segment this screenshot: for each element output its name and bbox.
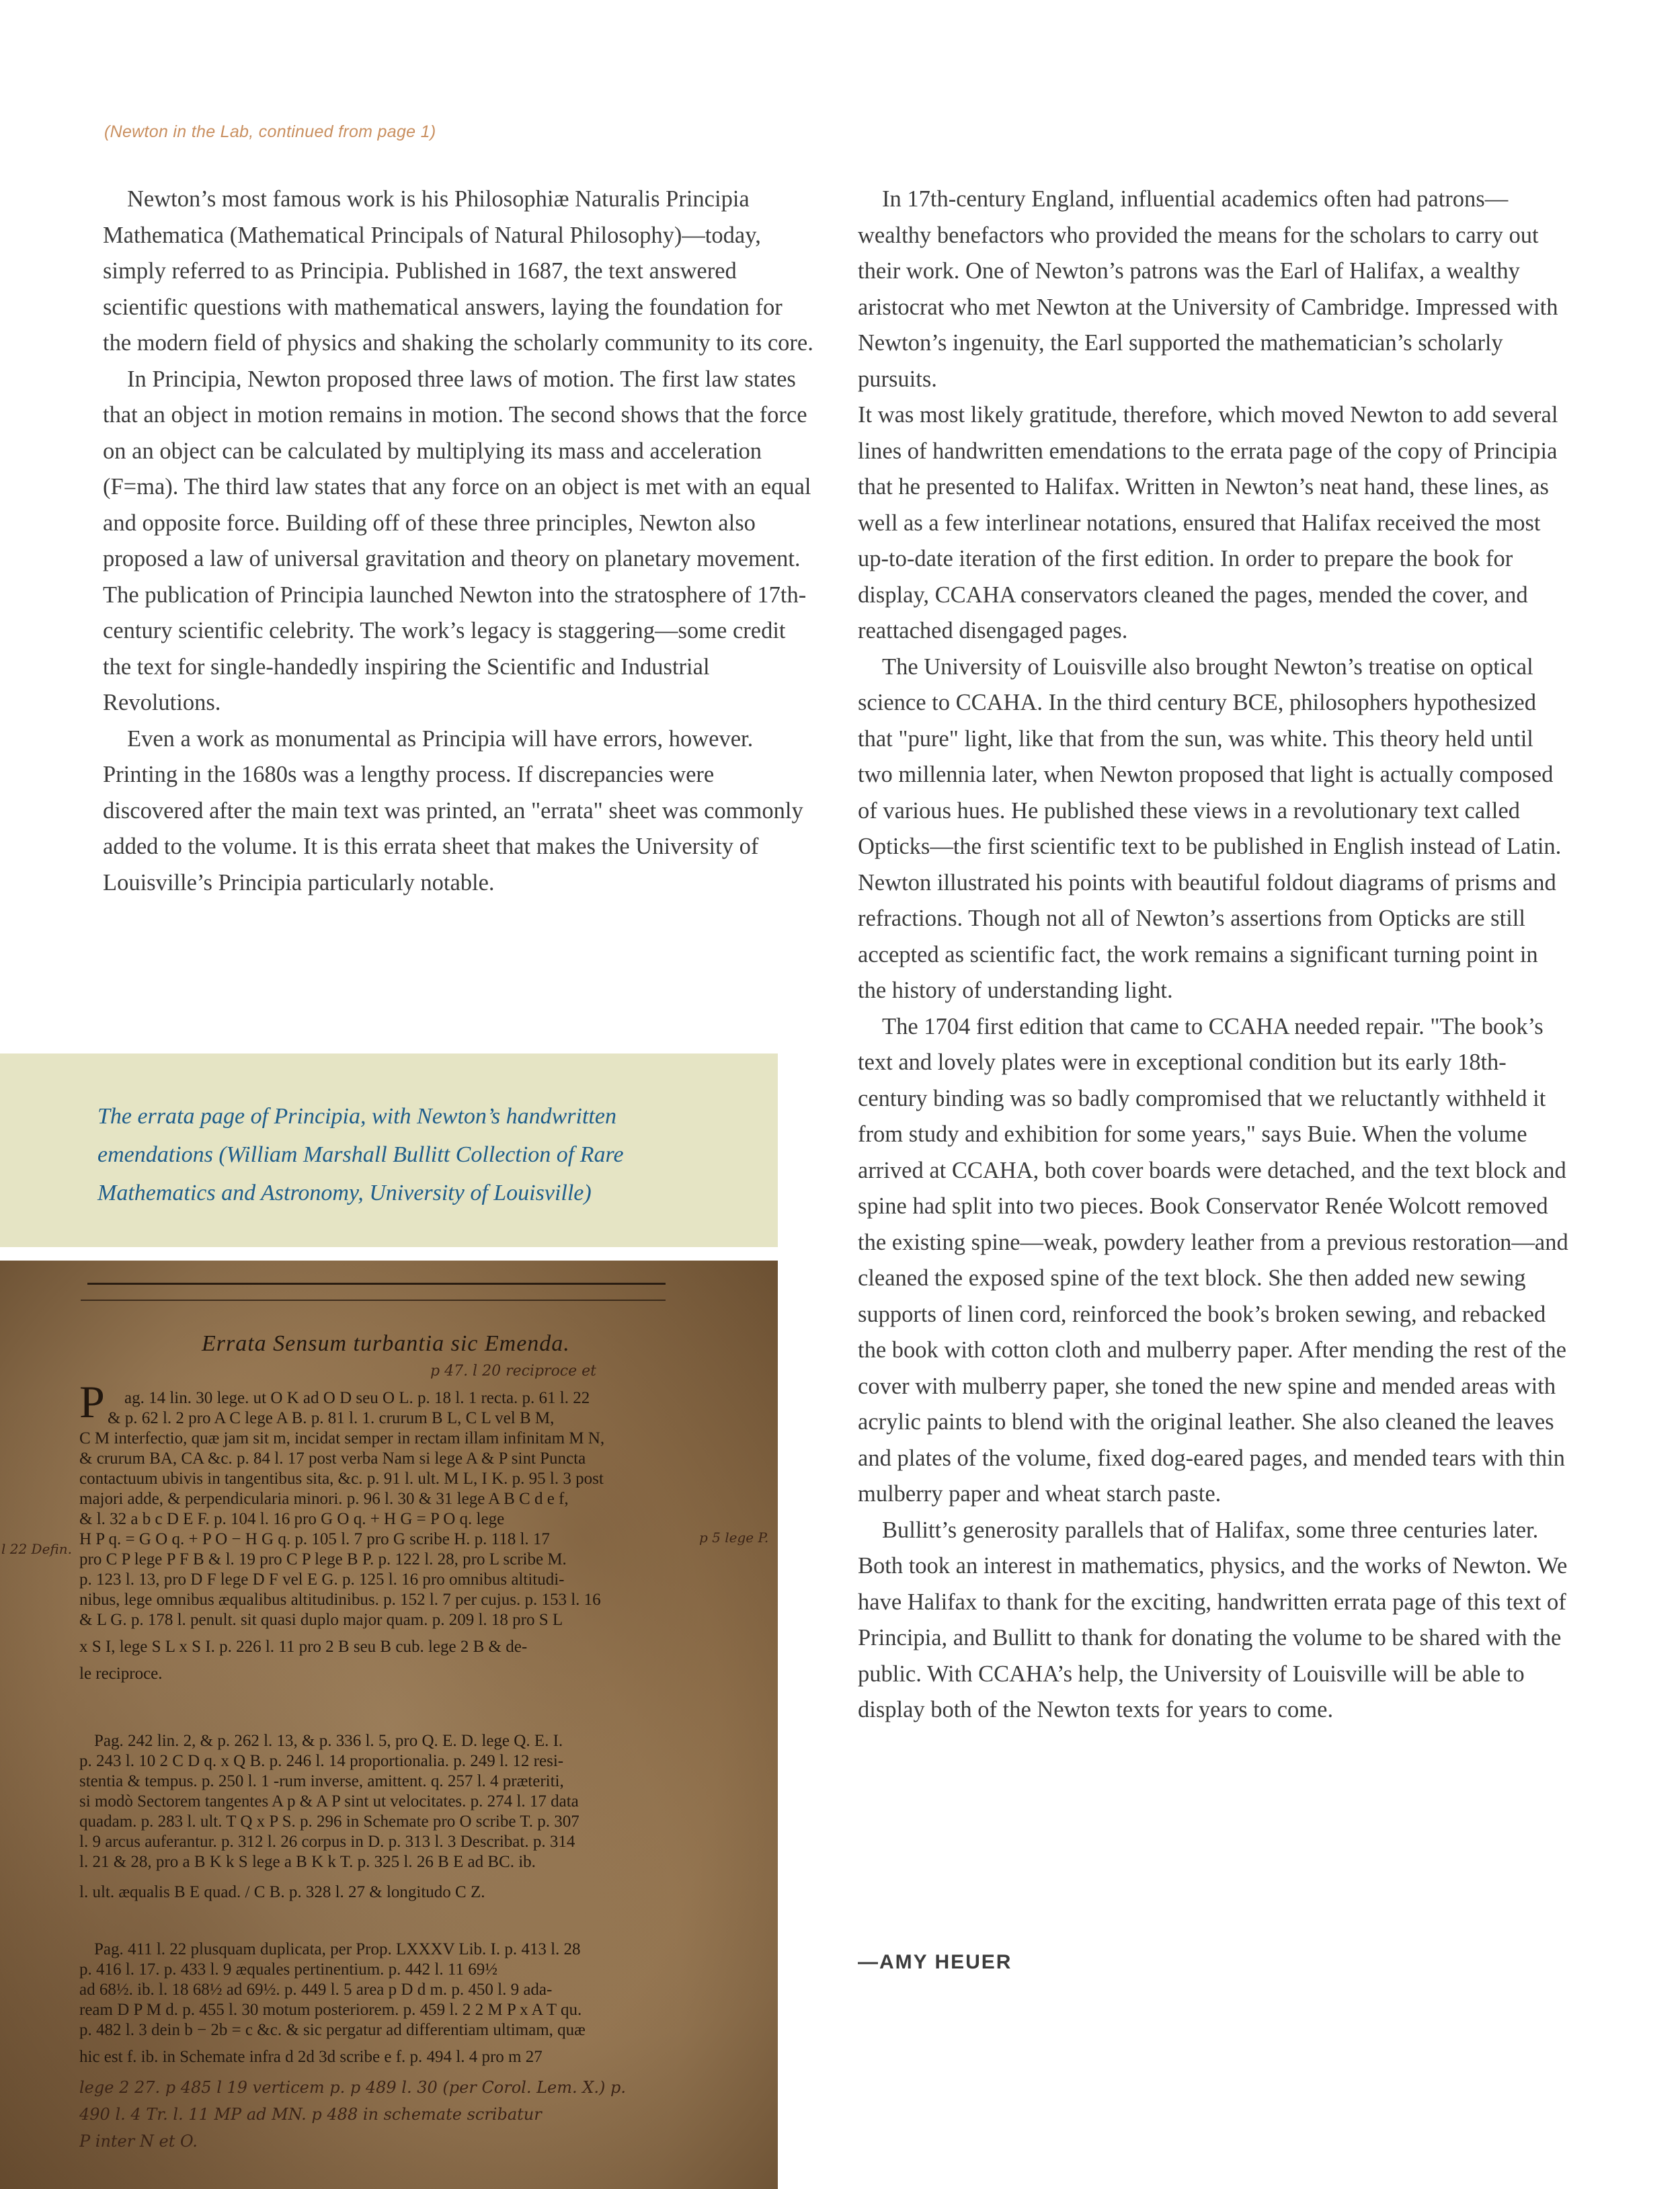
handwritten-line: 490 l. 4 Tr. l. 11 MP ad MN. p 488 in schemate scribatur bbox=[79, 2105, 542, 2124]
errata-line: x S I, lege S L x S I. p. 226 l. 11 pro 2 B seu B cub. lege 2 B & de- bbox=[79, 1638, 528, 1656]
paragraph: The 1704 first edition that came to CCAHA needed repair. "The book’s text and lovely plates were in exceptional condition but its early 18th-century binding was so badly compromised that we reluctantly withheld it from study and exhibition for some years," says Buie. When the volume arrived at CCAHA, both cover boards were detached, and the text block and spine had split into two pieces. Book Conservator Renée Wolcott removed the existing spine—weak, powdery leather from a previous restoration—and cleaned the exposed spine of the text block. She then added new sewing supports of linen cord, reinforced the book’s broken sewing, and rebacked the book with cotton cloth and mulberry paper. After mending the rest of the cover with mulberry paper, she toned the new spine and mended areas with acrylic paints to blend with the original leather. She also cleaned the leaves and plates of the volume, fixed dog-eared pages, and mended tears with thin mulberry paper and wheat starch paste. bbox=[858, 1013, 1568, 1507]
errata-line: p. 123 l. 13, pro D F lege D F vel E G. p. 125 l. 16 pro omnibus altitudi- bbox=[79, 1570, 565, 1589]
paragraph: In 17th-century England, influential academics often had patrons—wealthy benefactors who provided the means for the scholars to carry out their work. One of Newton’s patrons was the Earl of Halifax, a wealthy aristocrat who met Newton at the University of Cambridge. Impressed with Newton’s ingenuity, the Earl supported the mathematician’s scholarly pursuits. bbox=[858, 186, 1558, 392]
paragraph: Even a work as monumental as Principia will have errors, however. Printing in the 1680s was a lengthy process. If discrepancies were discovered after the main text was printed, an "errata" sheet was commonly added to the volume. It is this errata sheet that makes the University of Louisville’s Principia particularly notable. bbox=[103, 725, 803, 896]
left-column bbox=[103, 182, 815, 901]
top-rule bbox=[87, 1283, 666, 1285]
errata-page-image bbox=[0, 1261, 778, 2189]
errata-line: p. 482 l. 3 dein b − 2b = c &c. & sic pergatur ad differentiam ultimam, quæ bbox=[79, 2021, 586, 2039]
errata-line: & crurum BA, CA &c. p. 84 l. 17 post verba Nam si lege A & P sint Puncta bbox=[79, 1449, 586, 1468]
errata-line: nibus, lege omnibus æqualibus altitudinibus. p. 152 l. 7 per cujus. p. 153 l. 16 bbox=[79, 1591, 601, 1609]
handwritten-note: p 5 lege P. bbox=[699, 1529, 769, 1546]
errata-line: & p. 62 l. 2 pro A C lege A B. p. 81 l. 1. crurum B L, C L vel B M, bbox=[108, 1409, 555, 1427]
errata-line: ream D P M d. p. 455 l. 30 motum posteriorem. p. 459 l. 2 2 M P x A T qu. bbox=[79, 2001, 582, 2019]
errata-line: quadam. p. 283 l. ult. T Q x P S. p. 296 in Schemate pro O scribe T. p. 307 bbox=[79, 1813, 579, 1831]
image-caption: The errata page of Principia, with Newton’s handwritten emendations (William Marshall Bullitt Collection of Rare Mathematics and Astronomy, University of Louisville) bbox=[97, 1104, 624, 1205]
handwritten-line: lege 2 27. p 485 l 19 verticem p. p 489 l. 30 (per Corol. Lem. X.) p. bbox=[79, 2078, 626, 2097]
handwritten-note: l 22 Defin. bbox=[1, 1541, 73, 1557]
handwritten-note: p 47. l 20 reciproce et bbox=[430, 1363, 597, 1380]
errata-line: p. 243 l. 10 2 C D q. x Q B. p. 246 l. 14 proportionalia. p. 249 l. 12 resi- bbox=[79, 1752, 564, 1770]
paragraph: Newton’s most famous work is his Philosophiæ Naturalis Principia Mathematica (Mathematical Principals of Natural Philosophy)—today, simply referred to as Principia. Published in 1687, the text answered scientific questions with mathematical answers, laying the foundation for the modern field of physics and shaking the scholarly community to its core. bbox=[103, 186, 813, 356]
errata-heading: Errata Sensum turbantia sic Emenda. bbox=[202, 1331, 570, 1356]
drop-cap: P bbox=[79, 1376, 105, 1427]
errata-line: H P q. = G O q. + P O − H G q. p. 105 l. 7 pro G scribe H. p. 118 l. 17 bbox=[79, 1530, 550, 1548]
paragraph: In Principia, Newton proposed three laws of motion. The first law states that an object in motion remains in motion. The second shows that the force on an object can be calculated by multiplying its mass and acceleration (F=ma). The third law states that any force on an object is met with an equal and opposite force. Building off of these three principles, Newton also proposed a law of universal gravitation and theory on planetary movement. The publication of Principia launched Newton into the stratosphere of 17th-century scientific celebrity. The work’s legacy is staggering—some credit the text for single-handedly inspiring the Scientific and Industrial Revolutions. bbox=[103, 366, 811, 715]
errata-line: stentia & tempus. p. 250 l. 1 -rum inverse, amittent. q. 257 l. 4 præteriti, bbox=[79, 1772, 564, 1790]
paragraph: Bullitt’s generosity parallels that of Halifax, some three centuries later. Both took an interest in mathematics, physics, and the works of Newton. We have Halifax to thank for the exciting, handwritten errata page of this text of Principia, and Bullitt to thank for donating the volume to be shared with the public. With CCAHA’s help, the University of Louisville will be able to display both of the Newton texts for years to come. bbox=[858, 1517, 1568, 1722]
errata-line: hic est f. ib. in Schemate infra d 2d 3d scribe e f. p. 494 l. 4 pro m 27 bbox=[79, 2048, 543, 2066]
errata-line: le reciproce. bbox=[79, 1665, 163, 1683]
errata-line: majori adde, & perpendicularia minori. p. 96 l. 30 & 31 lege A B C d e f, bbox=[79, 1490, 569, 1508]
errata-line: pro C P lege P F B & l. 19 pro C P lege B P. p. 122 l. 28, pro L scribe M. bbox=[79, 1550, 567, 1568]
paragraph: The University of Louisville also brought Newton’s treatise on optical science to CCAHA. In the third century BCE, philosophers hypothesized that "pure" light, like that from the sun, was white. This theory held until two millennia later, when Newton proposed that light is actually composed of various hues. He published these views in a revolutionary text called Opticks—the first scientific text to be published in English instead of Latin. Newton illustrated his points with beautiful foldout diagrams of prisms and refractions. Though not all of Newton’s assertions from Opticks are still accepted as scientific fact, the work remains a significant turning point in the history of understanding light. bbox=[858, 653, 1562, 1003]
errata-line: l. 21 & 28, pro a B K k S lege a B K k T. p. 325 l. 26 B E ad BC. ib. bbox=[79, 1853, 536, 1871]
errata-line: l. ult. æqualis B E quad. / C B. p. 328 l. 27 & longitudo C Z. bbox=[79, 1883, 485, 1901]
errata-line: Pag. 242 lin. 2, & p. 262 l. 13, & p. 336 l. 5, pro Q. E. D. lege Q. E. I. bbox=[94, 1732, 563, 1750]
errata-line: l. 9 arcus auferantur. p. 312 l. 26 corpus in D. p. 313 l. 3 Describat. p. 314 bbox=[79, 1833, 575, 1851]
errata-line: contactuum ubivis in tangentibus sita, &c. p. 91 l. ult. M L, I K. p. 95 l. 3 post bbox=[79, 1470, 604, 1488]
top-rule bbox=[81, 1300, 666, 1301]
errata-line: p. 416 l. 17. p. 433 l. 9 æquales pertinentium. p. 442 l. 11 69½ bbox=[79, 1960, 497, 1979]
errata-line: Pag. 411 l. 22 plusquam duplicata, per Prop. LXXXV Lib. I. p. 413 l. 28 bbox=[94, 1940, 581, 1958]
errata-line: ag. 14 lin. 30 lege. ut O K ad O D seu O L. p. 18 l. 1 recta. p. 61 l. 22 bbox=[124, 1389, 590, 1407]
errata-line: C M interfectio, quæ jam sit m, incidat semper in rectam illam infinitam M N, bbox=[79, 1429, 605, 1447]
right-column bbox=[858, 182, 1570, 1728]
errata-line: & l. 32 a b c D E F. p. 104 l. 16 pro G O q. + H G = P O q. lege bbox=[79, 1510, 505, 1528]
errata-line: si modò Sectorem tangentes A p & A P sint ut velocitates. p. 274 l. 17 data bbox=[79, 1792, 579, 1810]
errata-line: & L G. p. 178 l. penult. sit quasi duplo major quam. p. 209 l. 18 pro S L bbox=[79, 1611, 563, 1629]
paragraph: It was most likely gratitude, therefore, which moved Newton to add several lines of handwritten emendations to the errata page of the copy of Principia that he presented to Halifax. Written in Newton’s neat hand, these lines, as well as a few interlinear notations, ensured that Halifax received the most up-to-date iteration of the first edition. In order to prepare the book for display, CCAHA conservators cleaned the pages, mended the cover, and reattached disengaged pages. bbox=[858, 402, 1558, 643]
errata-line: ad 68½. ib. l. 18 68½ ad 69½. p. 449 l. 5 area p D d m. p. 450 l. 9 ada- bbox=[79, 1981, 553, 1999]
handwritten-line: P inter N et O. bbox=[79, 2132, 198, 2151]
continued-note: (Newton in the Lab, continued from page 1) bbox=[104, 122, 436, 141]
author-byline: —AMY HEUER bbox=[858, 1951, 1012, 1973]
